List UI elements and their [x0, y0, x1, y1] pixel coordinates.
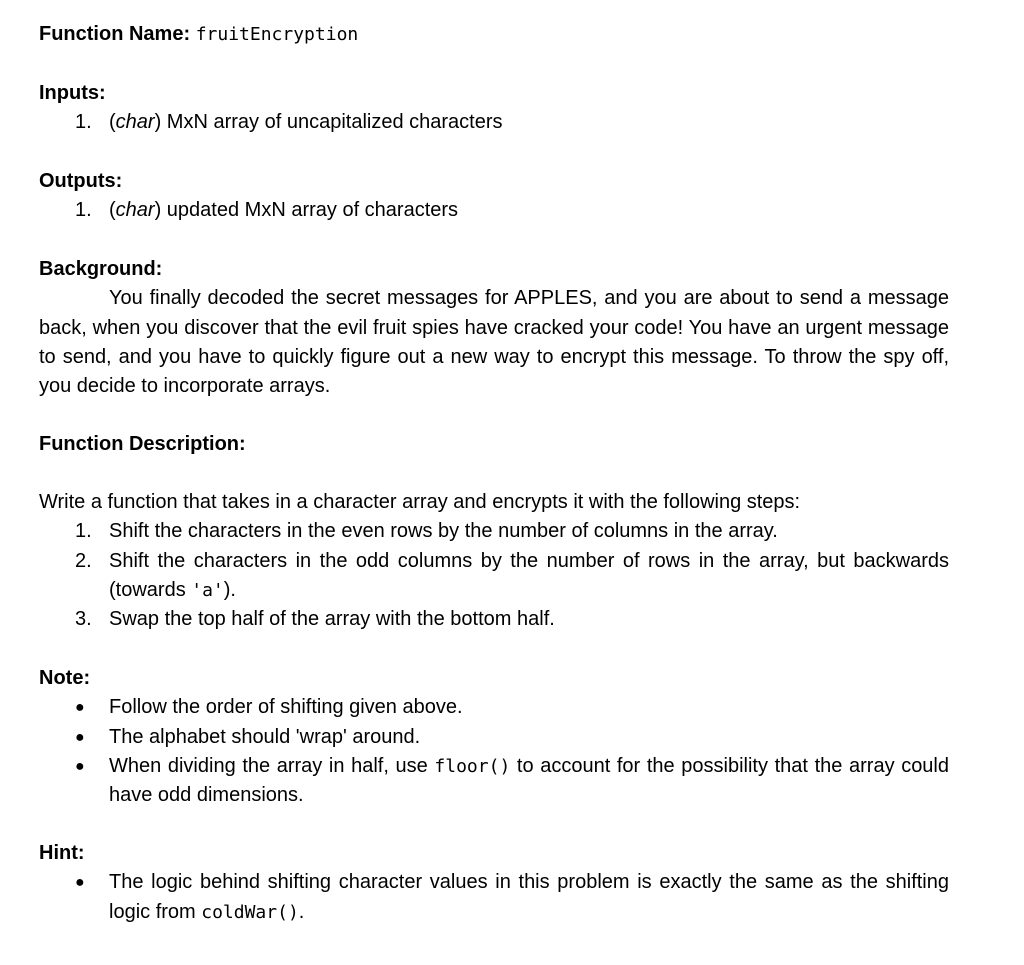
background-heading: Background:: [39, 258, 163, 280]
note-item: [39, 752, 949, 811]
note-text: When dividing the array in half, use: [109, 754, 435, 777]
note-text: The alphabet should 'wrap' around.: [109, 725, 421, 748]
note-heading: Note:: [39, 667, 91, 689]
step-text: Shift the characters in the even rows by the number of columns in the array.: [109, 520, 778, 543]
step-item: [39, 605, 949, 634]
step-text: Swap the top half of the array with the bottom half.: [109, 608, 555, 631]
hint-section: [39, 839, 949, 927]
inputs-item: 1. (char) MxN array of uncapitalized characters: [39, 108, 949, 137]
outputs-heading: Outputs:: [39, 170, 123, 192]
hint-text: The logic behind shifting character values in this problem is exactly the same as the shifting logic from: [109, 871, 949, 923]
inline-code: floor(): [434, 755, 511, 777]
outputs-item: 1. (char) updated MxN array of characters: [39, 196, 949, 225]
note-section: [39, 664, 949, 810]
background-section: [39, 255, 949, 401]
list-number: 1.: [75, 199, 92, 222]
hint-heading: Hint:: [39, 842, 85, 864]
input-description: MxN array of uncapitalized characters: [161, 111, 503, 134]
list-number: 1.: [75, 111, 92, 134]
hint-text-end: .: [298, 900, 305, 923]
note-text: Follow the order of shifting given above.: [109, 696, 463, 719]
inline-code: 'a': [191, 579, 224, 601]
background-paragraph: You finally decoded the secret messages for APPLES, and you are about to send a message back, when you discover that the evil fruit spies have cracked your code! You have an urgent message to send, and you have to quickly figure out a new way to encrypt this message. To throw the spy off, you decide to incorporate arrays.: [39, 287, 949, 398]
inputs-heading: Inputs:: [39, 82, 106, 104]
bullet-icon: ●: [75, 874, 85, 892]
output-description: updated MxN array of characters: [161, 199, 459, 222]
note-text-end: to account for the possibility that the array could have odd dimensions.: [109, 754, 949, 807]
inputs-section: [39, 79, 949, 138]
description-body: [39, 488, 949, 634]
description-heading: Function Description:: [39, 433, 246, 455]
bullet-icon: ●: [75, 728, 85, 746]
step-item: [39, 547, 949, 606]
outputs-section: [39, 167, 949, 226]
hint-item: [39, 868, 949, 927]
inline-code: coldWar(): [201, 901, 299, 923]
step-item: [39, 517, 949, 546]
bullet-icon: ●: [75, 757, 85, 775]
list-number: 1.: [75, 520, 92, 543]
description-section: [39, 430, 949, 459]
type-label: char: [115, 111, 155, 134]
function-name-line: [39, 20, 949, 49]
function-name-value: fruitEncryption: [195, 24, 359, 45]
step-text-end: ).: [223, 578, 236, 601]
type-label: char: [115, 199, 155, 222]
note-item: [39, 723, 949, 752]
description-intro: Write a function that takes in a character array and encrypts it with the following steps:: [39, 491, 801, 513]
list-number: 2.: [75, 549, 92, 572]
list-number: 3.: [75, 608, 92, 631]
function-name-label: Function Name:: [39, 23, 191, 45]
note-item: [39, 693, 949, 722]
step-text: Shift the characters in the odd columns by the number of rows in the array, but backwards (towards: [109, 549, 949, 601]
bullet-icon: ●: [75, 699, 85, 717]
